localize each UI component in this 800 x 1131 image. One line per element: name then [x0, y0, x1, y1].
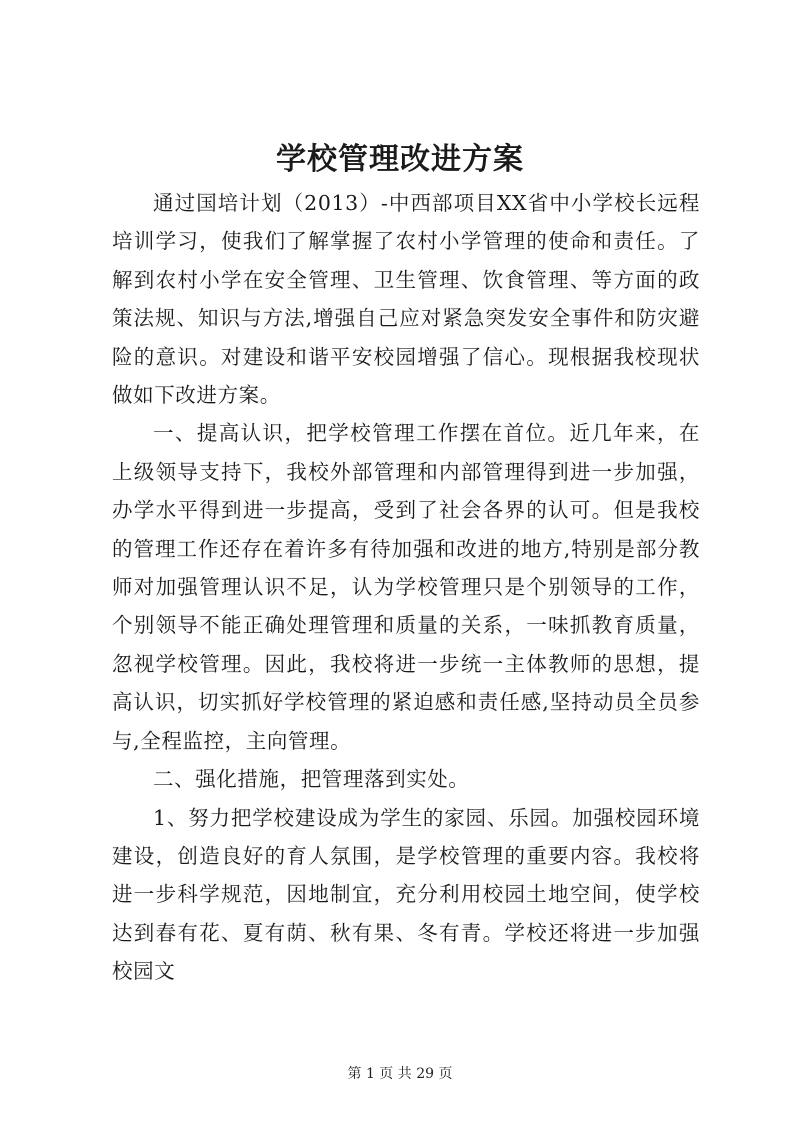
paragraph-section-2-heading: 二、强化措施，把管理落到实处。 [153, 767, 470, 792]
document-title: 学校管理改进方案 [276, 142, 524, 177]
paragraph-section-1: 一、提高认识，把学校管理工作摆在首位。近几年来，在上级领导支持下，我校外部管理和内部管理得到进一步加强，办学水平得到进一步提高，受到了社会各界的认可。但是我校的管理工作还存在着许多有待加强和改进的地方,特别是部分教师对加强管理认识不足，认为学校管理只是个别领导的工作，个别领导不能正确处理管理和质量的关系，一味抓教育质量，忽视学校管理。因此，我校将进一步统一主体教师的思想，提高认识，切实抓好学校管理的紧迫感和责任感,坚持动员全员参与,全程监控，主向管理。 [112, 421, 700, 753]
paragraph-intro: 通过国培计划（2013）-中西部项目XX省中小学校长远程培训学习，使我们了解掌握了农村小学管理的使命和责任。了解到农村小学在安全管理、卫生管理、饮食管理、等方面的政策法规、知识与方法,增强自己应对紧急突发安全事件和防灾避险的意识。对建设和谐平安校园增强了信心。现根据我校现状做如下改进方案。 [112, 191, 700, 408]
paragraph-item-1: 1、努力把学校建设成为学生的家园、乐园。加强校园环境建设，创造良好的育人氛围，是学校管理的重要内容。我校将进一步科学规范，因地制宜，充分利用校园土地空间，使学校达到春有花、夏有荫、秋有果、冬有青。学校还将进一步加强校园文 [112, 805, 700, 984]
page-number-footer: 第 1 页 共 29 页 [347, 1066, 453, 1082]
document-body [112, 184, 700, 991]
